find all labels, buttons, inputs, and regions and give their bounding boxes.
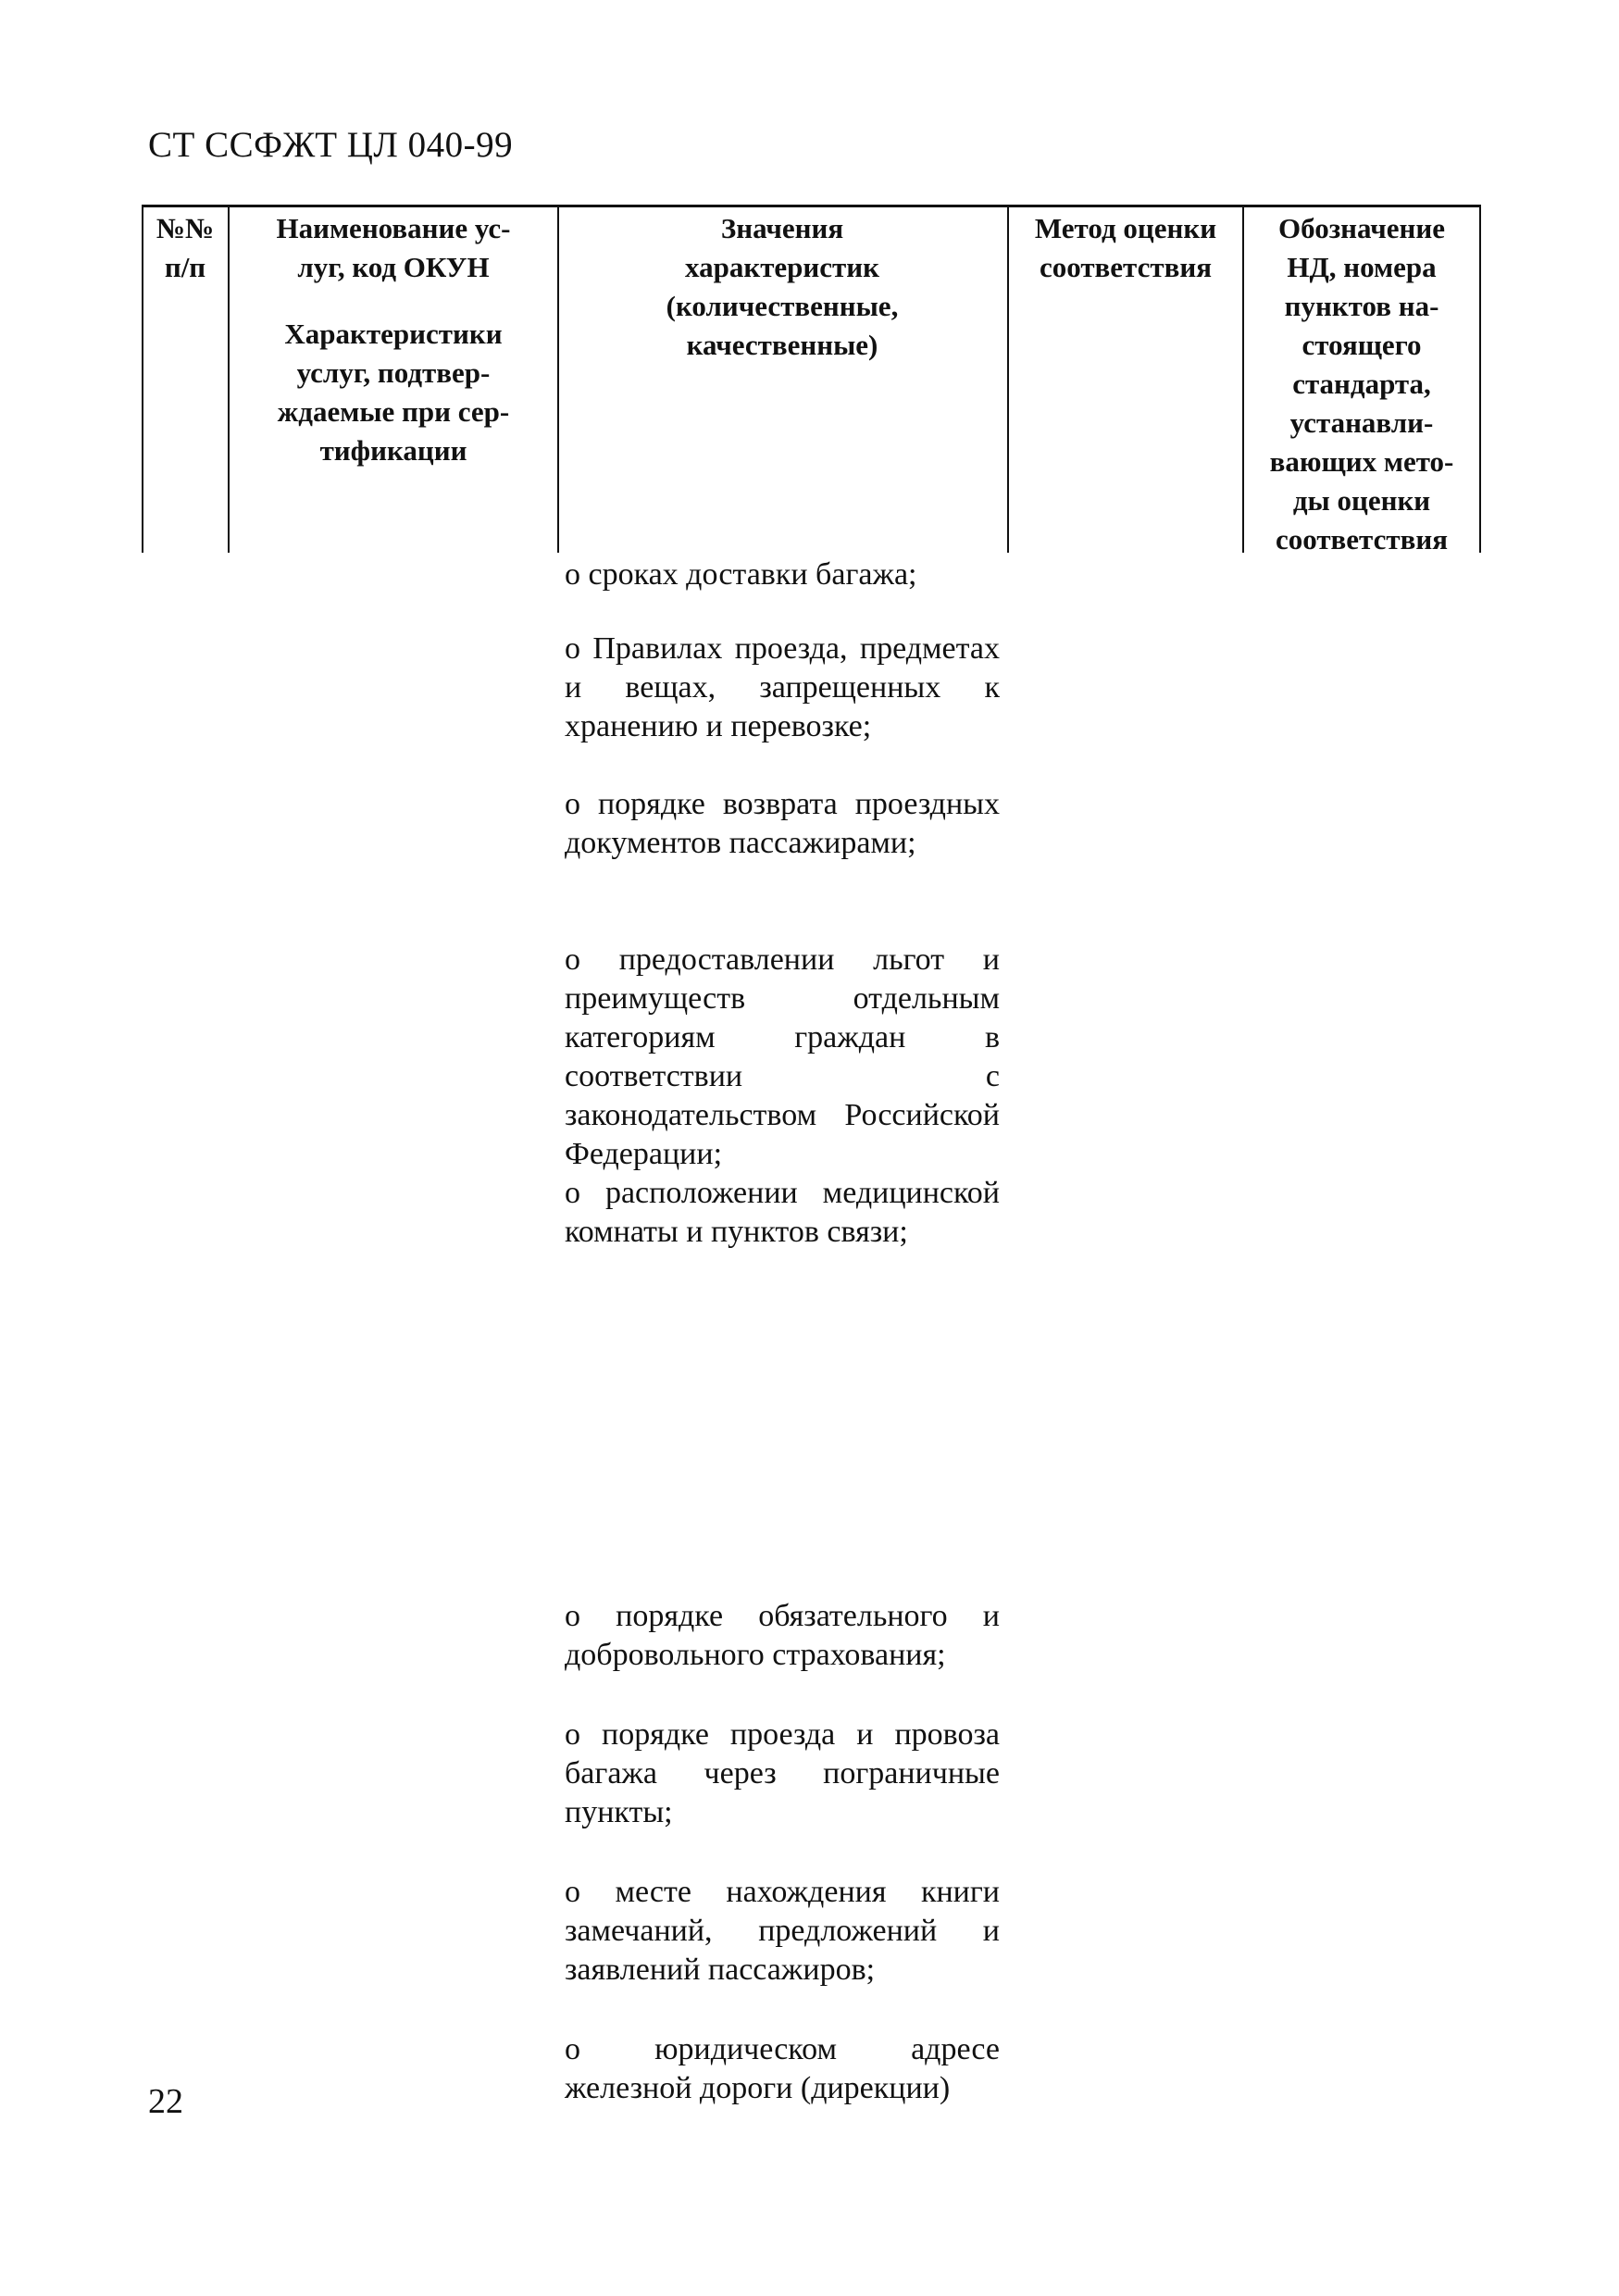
paragraph-text: о порядке обязательного и добровольного страхования;	[565, 1599, 1000, 1672]
paragraph-text: о месте нахождения книги замечаний, предложений и заявлений пассажиров;	[565, 1875, 1000, 1987]
header-text: НД, номера	[1287, 251, 1437, 283]
header-text: устанавли-	[1289, 406, 1434, 439]
header-col-reference	[1245, 209, 1478, 559]
values-paragraph	[565, 941, 1000, 1174]
header-col-values	[560, 209, 1004, 365]
header-col-number	[143, 209, 227, 287]
header-text: ды оценки	[1292, 484, 1431, 517]
values-paragraph	[565, 2030, 1000, 2108]
document-code: СТ ССФЖТ ЦЛ 040-99	[148, 125, 514, 165]
header-text: пунктов на-	[1284, 290, 1439, 322]
paragraph-text: о сроках доставки багажа;	[565, 557, 917, 592]
header-text: характеристик	[685, 251, 879, 283]
page-number: 22	[148, 2082, 183, 2121]
header-text: луг, код ОКУН	[297, 251, 490, 283]
paragraph-text: о порядке возврата проездных документов пассажирами;	[565, 787, 1000, 860]
header-col-name	[231, 209, 555, 470]
paragraph-text: о юридическом адресе железной дороги (дирекции)	[565, 2032, 1000, 2105]
header-text: Характеристики	[284, 318, 503, 350]
header-text: соответствия	[1039, 251, 1213, 283]
paragraph-text: о Правилах проезда, предметах и вещах, запрещенных к хранению и перевозке;	[565, 631, 1000, 743]
header-col-method	[1010, 209, 1241, 287]
values-paragraph	[565, 1873, 1000, 1990]
table-vline-6	[1479, 205, 1481, 553]
values-paragraph	[565, 555, 1000, 594]
header-text: ждаемые при сер-	[277, 395, 510, 428]
table-top-border	[142, 205, 1481, 207]
paragraph-text: о предоставлении льгот и преимуществ отдельным категориям граждан в соответствии с законодательством Российской Федерации;	[565, 942, 1000, 1171]
header-text: Наименование ус-	[276, 212, 511, 244]
paragraph-text: о расположении медицинской комнаты и пунктов связи;	[565, 1176, 1000, 1249]
header-text: услуг, подтвер-	[296, 356, 491, 389]
header-text: тификации	[319, 434, 467, 467]
table-vline-3	[557, 205, 559, 553]
values-paragraph	[565, 630, 1000, 746]
values-paragraph	[565, 1174, 1000, 1252]
table-vline-4	[1007, 205, 1009, 553]
header-text: (количественные,	[666, 290, 899, 322]
header-text: п/п	[164, 251, 206, 283]
header-text: качественные)	[686, 329, 878, 361]
table-vline-5	[1242, 205, 1244, 553]
header-text: Метод оценки	[1034, 212, 1217, 244]
paragraph-text: о порядке проезда и провоза багажа через пограничные пункты;	[565, 1717, 1000, 1829]
header-text: Значения	[720, 212, 844, 244]
header-text: стоящего	[1301, 329, 1422, 361]
header-text: соответствия	[1275, 523, 1449, 555]
header-text: стандарта,	[1292, 368, 1431, 400]
values-paragraph	[565, 1716, 1000, 1832]
values-paragraph	[565, 785, 1000, 863]
header-text: вающих мето-	[1269, 445, 1454, 478]
table-vline-2	[228, 205, 230, 553]
values-paragraph	[565, 1597, 1000, 1675]
header-text: Обозначение	[1277, 212, 1445, 244]
header-text: №№	[156, 212, 215, 244]
